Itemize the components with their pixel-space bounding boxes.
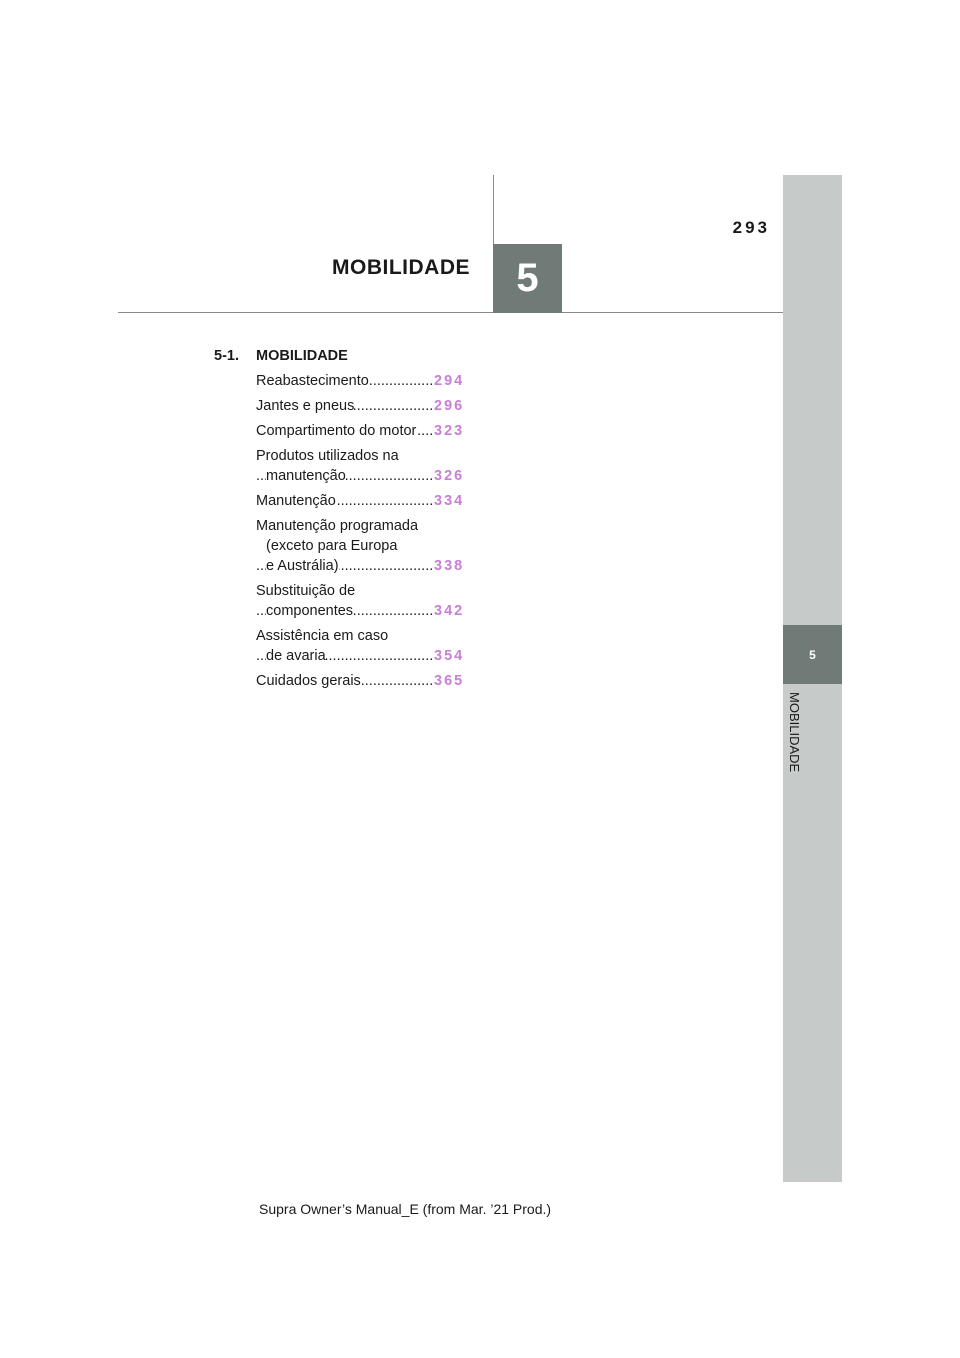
toc-entry-manutencao[interactable] [256,491,464,511]
toc-page-link[interactable]: 294 [434,373,465,389]
table-of-contents [214,346,464,696]
toc-entry-jantes-e-pneus[interactable] [256,396,464,416]
toc-entry-line: Assistência em caso [256,628,389,644]
toc-entry-reabastecimento[interactable] [256,371,464,391]
page-number: 293 [732,218,770,237]
toc-page-link[interactable]: 323 [434,423,465,439]
toc-entry-line: e Austrália) ..... [256,556,464,576]
toc-entry-manutencao-programada[interactable] [256,516,464,576]
toc-entry-line: Reabastecimento ..... [256,371,464,391]
toc-entry-line: (exceto para Europa [266,538,398,554]
toc-page-link[interactable]: 296 [434,398,465,414]
side-tab-label: MOBILIDADE [787,692,802,773]
toc-entry-line: Compartimento do motor ..... [256,421,464,441]
toc-entry-line: Manutenção programada [256,518,419,534]
toc-page-link[interactable]: 354 [434,648,465,664]
side-tab-number-box [783,625,842,684]
toc-entry-line: Manutenção ..... [256,491,464,511]
toc-entry-line: Substituição de [256,583,356,599]
section-heading [214,346,464,366]
toc-entry-line: Cuidados gerais ..... [256,671,464,691]
toc-page-link[interactable]: 326 [434,468,465,484]
side-tab-number: 5 [809,647,816,662]
toc-entry-compartimento-do-motor[interactable] [256,421,464,441]
chapter-number-box [493,244,562,313]
toc-entry-line: componentes ..... [256,601,464,621]
toc-page-link[interactable]: 338 [434,558,465,574]
toc-page-link[interactable]: 334 [434,493,465,509]
chapter-number: 5 [516,256,539,300]
section-number: 5-1. [214,348,239,364]
toc-entry-line: Jantes e pneus ..... [256,396,464,416]
toc-entry-line: Produtos utilizados na [256,448,399,464]
toc-entry-cuidados-gerais[interactable] [256,671,464,691]
section-title: MOBILIDADE [256,348,348,364]
chapter-title: MOBILIDADE [332,256,470,279]
toc-entry-produtos-utilizados[interactable] [256,446,464,486]
toc-entry-line: de avaria ..... [256,646,464,666]
toc-page-link[interactable]: 365 [434,673,465,689]
toc-entry-line: manutenção ..... [256,466,464,486]
header-vertical-rule [493,175,494,245]
header-horizontal-rule [118,312,783,313]
toc-page-link[interactable]: 342 [434,603,465,619]
footer-text: Supra Owner’s Manual_E (from Mar. ’21 Prod.) [259,1201,552,1217]
toc-entry-assistencia-em-caso-de-avaria[interactable] [256,626,464,666]
toc-entry-substituicao-de-componentes[interactable] [256,581,464,621]
